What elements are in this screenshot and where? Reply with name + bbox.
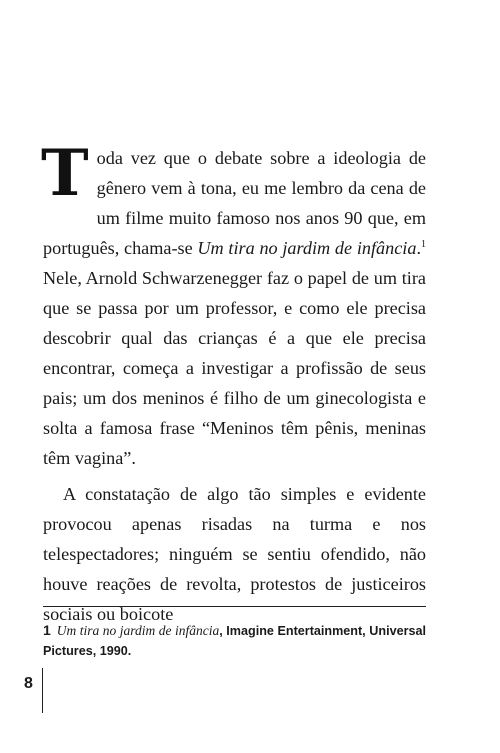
- footnote-title: Um tira no jardim de infância: [56, 623, 220, 638]
- paragraph-1-text-b: .: [416, 238, 421, 258]
- paragraph-2: A constatação de algo tão simples e evidente provocou apenas risadas na turma e nos telespectadores; ninguém se sentiu ofendido, não houve reações de revolta, protestos de justiceiros sociais ou boicote: [43, 484, 426, 624]
- footnote-reference: 1: [421, 238, 426, 250]
- drop-cap: T: [41, 136, 89, 211]
- film-title: Um tira no jardim de infância: [197, 238, 417, 258]
- paragraph-1-text-a: oda vez que o debate sobre a ideologia de gênero vem à tona, eu me lembro da cena de um filme muito famoso nos anos 90 que, em português, chama-se: [43, 148, 426, 258]
- page-number: 8: [24, 675, 33, 692]
- paragraph-1-text-c: Nele, Arnold Schwarzenegger faz o papel de um tira que se passa por um professor, e como ele precisa descobrir qual das crianças é a que ele precisa encontrar, começa a investigar a profissão de seus pais; um dos meninos é filho de um ginecologista e solta a famosa frase “Meninos têm pênis, meninas têm vagina”.: [43, 268, 426, 468]
- page-number-divider: [42, 668, 43, 713]
- footnote-divider: [43, 606, 426, 607]
- footnote-text: , Imagine Entertainment, Universal Pictures, 1990.: [43, 624, 426, 658]
- footnote: [43, 620, 426, 661]
- body-text: [41, 136, 426, 629]
- footnote-number: 1: [43, 622, 51, 638]
- paragraph-1: [41, 136, 426, 473]
